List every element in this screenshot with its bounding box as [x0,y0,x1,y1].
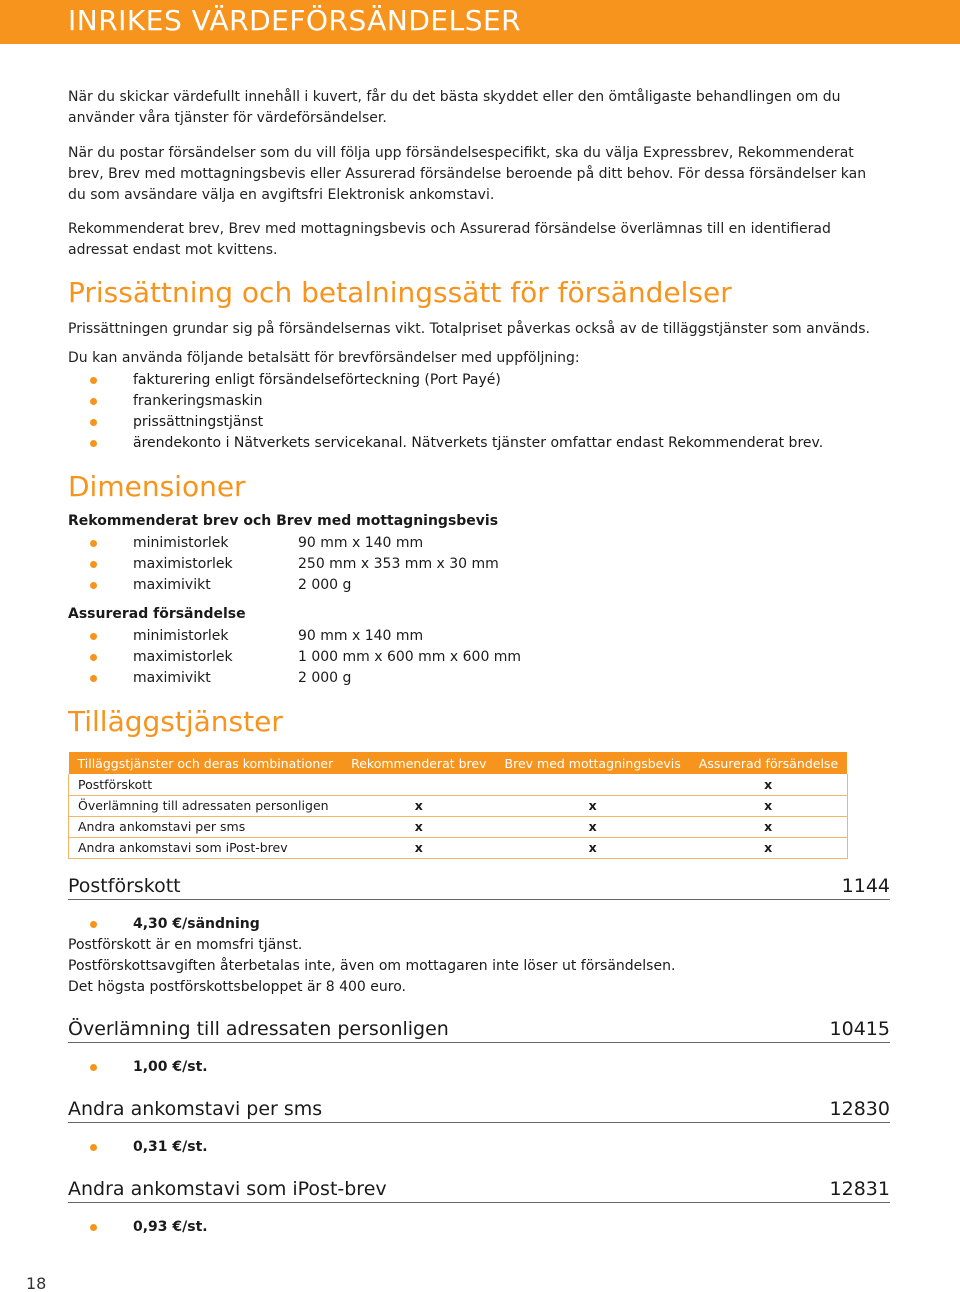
bullet-icon [90,633,97,640]
table-cell: Andra ankomstavi per sms [69,816,343,837]
service-title: Överlämning till adressaten personligen [68,1018,449,1040]
table-cell [342,774,495,795]
dimensions-group-2-title: Assurerad försändelse [68,606,246,622]
table-cell [496,774,690,795]
bullet-icon [90,398,97,405]
table-cell: Postförskott [69,774,343,795]
bullet-icon [90,921,97,928]
table-row [69,795,848,816]
table-cell: Andra ankomstavi som iPost-brev [69,837,343,858]
service-note: Det högsta postförskottsbeloppet är 8 400 euro. [68,979,406,995]
service-code: 12830 [829,1098,890,1120]
column-header: Assurerad försändelse [690,752,847,774]
service-title: Andra ankomstavi som iPost-brev [68,1178,387,1200]
pricing-heading: Prissättning och betalningssätt för försändelser [68,276,732,309]
pricing-paragraph-2: Du kan använda följande betalsätt för brevförsändelser med uppföljning: [68,350,580,366]
table-cell: Överlämning till adressaten personligen [69,795,343,816]
bullet-icon [90,1144,97,1151]
bullet-icon [90,1064,97,1071]
table-row [69,837,848,858]
service-note: Postförskottsavgiften återbetalas inte, även om mottagaren inte löser ut försändelsen. [68,958,676,974]
table-cell: x [690,837,847,858]
dimensions-group-1-title: Rekommenderat brev och Brev med mottagningsbevis [68,513,499,529]
intro-paragraph-3: Rekommenderat brev, Brev med mottagningsbevis och Assurerad försändelse överlämnas till en identifierad adressat endast mot kvittens. [68,221,831,258]
service-header-personal-delivery [68,1017,890,1043]
page-number: 18 [26,1274,47,1292]
table-cell: x [496,795,690,816]
column-header: Brev med mottagningsbevis [496,752,690,774]
bullet-icon [90,1224,97,1231]
service-header-postforskott [68,874,890,900]
bullet-icon [90,561,97,568]
service-code: 10415 [829,1018,890,1040]
dimensions-heading: Dimensioner [68,470,246,503]
bullet-icon [90,675,97,682]
service-note: Postförskott är en momsfri tjänst. [68,937,303,953]
column-header: Tilläggstjänster och deras kombinationer [69,752,343,774]
table-row [69,816,848,837]
table-cell: x [342,837,495,858]
table-cell: x [690,774,847,795]
intro-paragraph-1: När du skickar värdefullt innehåll i kuvert, får du det bästa skyddet eller den ömtåligaste behandlingen om du använder våra tjänster för värdeförsändelser. [68,89,841,126]
addons-heading: Tilläggstjänster [68,705,283,738]
bullet-icon [90,582,97,589]
service-header-sms-notice [68,1097,890,1123]
table-cell: x [496,816,690,837]
bullet-icon [90,419,97,426]
table-header-row [69,752,848,774]
page-header [0,0,960,44]
bullet-icon [90,440,97,447]
table-cell: x [342,795,495,816]
service-code: 1144 [841,875,890,897]
table-cell: x [690,795,847,816]
bullet-icon [90,654,97,661]
service-title: Postförskott [68,875,181,897]
service-header-ipost-notice [68,1177,890,1203]
table-cell: x [690,816,847,837]
bullet-icon [90,377,97,384]
pricing-paragraph-1: Prissättningen grundar sig på försändelsernas vikt. Totalpriset påverkas också av de tilläggstjänster som används. [68,321,870,337]
table-cell: x [342,816,495,837]
table-cell: x [496,837,690,858]
intro-paragraph-2: När du postar försändelser som du vill följa upp försändelsespecifikt, ska du välja Expressbrev, Rekommenderat brev, Brev med mottagningsbevis eller Assurerad försändelse beroende på ditt behov. För dessa försändelser kan du som avsändare välja en avgiftsfri Elektronisk ankomstavi. [68,145,867,203]
service-title: Andra ankomstavi per sms [68,1098,323,1120]
addons-table [68,752,848,859]
table-row [69,774,848,795]
page-title: INRIKES VÄRDEFÖRSÄNDELSER [68,4,522,37]
service-code: 12831 [829,1178,890,1200]
bullet-icon [90,540,97,547]
column-header: Rekommenderat brev [342,752,495,774]
